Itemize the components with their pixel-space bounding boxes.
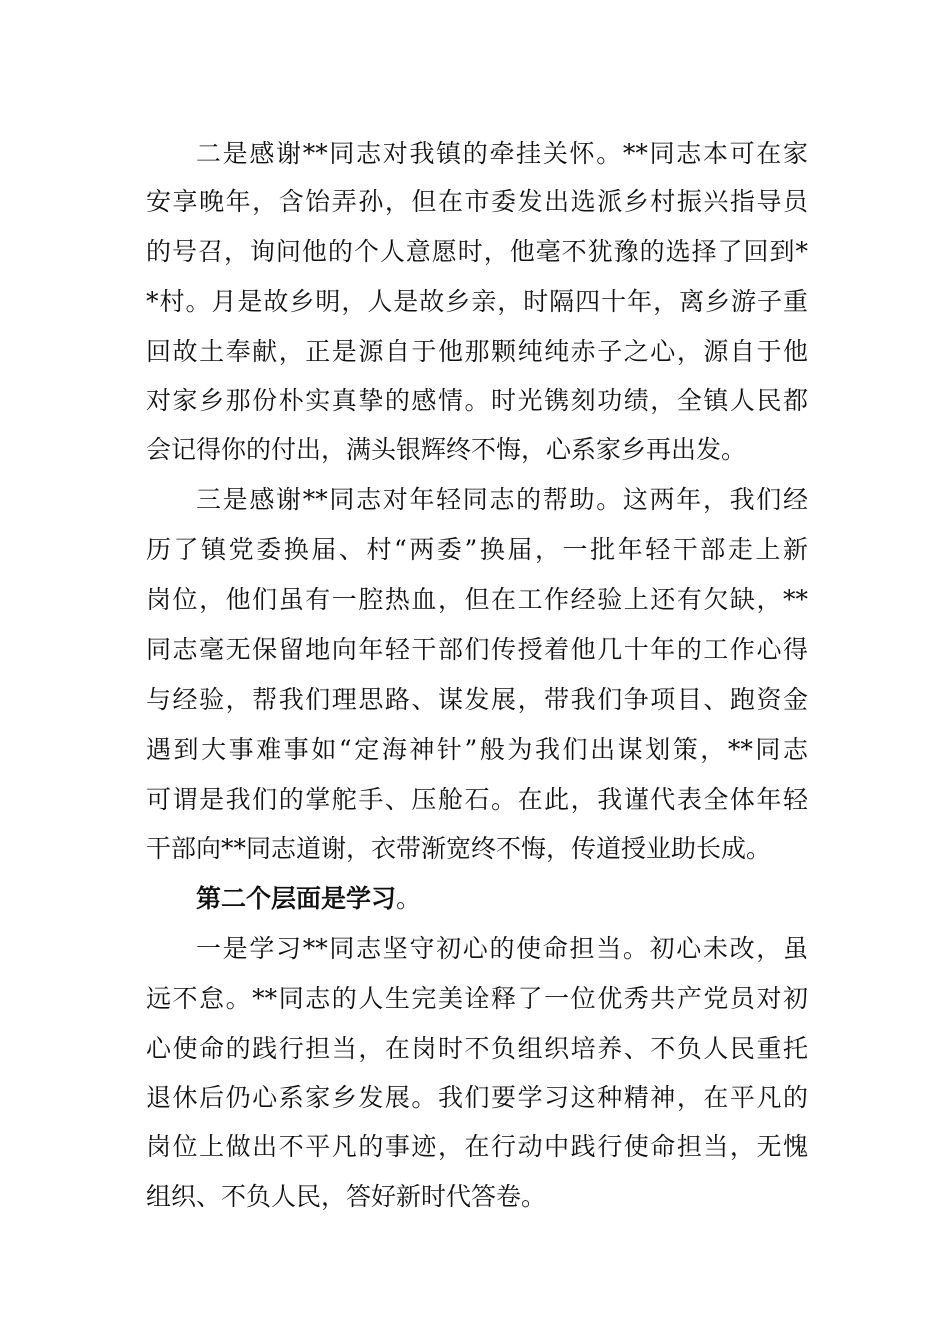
paragraph-line: 岗位上做出不平凡的事迹，在行动中践行使命担当，无愧 (146, 1132, 808, 1161)
paragraph-line: 一是学习**同志坚守初心的使命担当。初心未改，虽 (196, 934, 808, 963)
paragraph-line: 回故土奉献，正是源自于他那颗纯纯赤子之心，源自于他 (146, 337, 808, 366)
paragraph-line: 心使命的践行担当，在岗时不负组织培养、不负人民重托 (146, 1034, 808, 1063)
paragraph-line: 历了镇党委换届、村“两委”换届，一批年轻干部走上新 (146, 535, 808, 564)
paragraph-line: 的号召，询问他的个人意愿时，他毫不犹豫的选择了回到* (146, 237, 808, 266)
paragraph-line: 遇到大事难事如“定海神针”般为我们出谋划策，**同志 (146, 735, 808, 764)
section-heading-punct: 。 (396, 884, 422, 913)
paragraph-line: 退休后仍心系家乡发展。我们要学习这种精神，在平凡的 (146, 1083, 808, 1112)
section-heading (196, 882, 808, 916)
paragraph-line: 与经验，帮我们理思路、谋发展，带我们争项目、跑资金 (146, 685, 808, 714)
paragraph-line: 会记得你的付出，满头银辉终不悔，心系家乡再出发。 (146, 435, 747, 464)
paragraph-line: 三是感谢**同志对年轻同志的帮助。这两年，我们经 (196, 485, 808, 514)
paragraph-line: 远不怠。**同志的人生完美诠释了一位优秀共产党员对初 (146, 984, 808, 1013)
paragraph-line: 岗位，他们虽有一腔热血，但在工作经验上还有欠缺，** (146, 585, 808, 614)
paragraph-line: *村。月是故乡明，人是故乡亲，时隔四十年，离乡游子重 (146, 287, 808, 316)
section-heading-text: 第二个层面是学习 (196, 884, 397, 913)
paragraph-line: 同志毫无保留地向年轻干部们传授着他几十年的工作心得 (146, 635, 808, 664)
paragraph-line: 安享晚年，含饴弄孙，但在市委发出选派乡村振兴指导员 (146, 187, 808, 216)
paragraph-line: 组织、不负人民，答好新时代答卷。 (146, 1182, 547, 1211)
paragraph-line: 对家乡那份朴实真挚的感情。时光镌刻功绩，全镇人民都 (146, 386, 808, 415)
paragraph-line: 干部向**同志道谢，衣带渐宽终不悔，传道授业助长成。 (146, 834, 772, 863)
paragraph-line: 可谓是我们的掌舵手、压舱石。在此，我谨代表全体年轻 (146, 785, 808, 814)
paragraph-line: 二是感谢**同志对我镇的牵挂关怀。**同志本可在家 (196, 139, 808, 168)
